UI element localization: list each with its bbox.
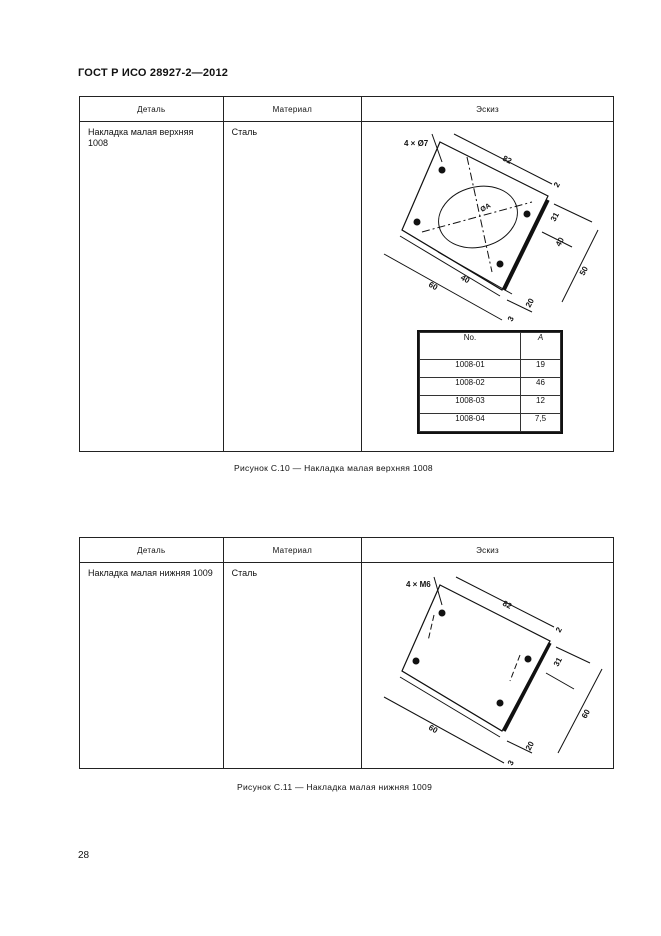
col-header-sketch: Эскиз bbox=[362, 97, 614, 122]
material-name: Сталь bbox=[231, 127, 258, 137]
dim-holes-label: 4 × Ø7 bbox=[404, 139, 429, 148]
variant-no: 1008-03 bbox=[420, 396, 521, 414]
drawing-1009 bbox=[362, 563, 614, 768]
table-row bbox=[420, 378, 561, 396]
col-header-material: Материал bbox=[223, 97, 362, 122]
variant-a: 19 bbox=[520, 360, 560, 378]
dim-2: 2 bbox=[552, 180, 563, 189]
variant-header-no: No. bbox=[420, 333, 521, 360]
material-name: Сталь bbox=[231, 568, 258, 578]
dim-60-bottom: 60 bbox=[427, 722, 440, 736]
variant-a: 46 bbox=[520, 378, 560, 396]
variant-a: 12 bbox=[520, 396, 560, 414]
table-row bbox=[420, 414, 561, 432]
dim-diam-a: ØA bbox=[479, 202, 493, 214]
figure-caption-1009: Рисунок С.11 — Накладка малая нижняя 1009 bbox=[237, 782, 433, 792]
dim-20: 20 bbox=[523, 739, 537, 752]
dim-31: 31 bbox=[548, 210, 562, 223]
variant-a: 7,5 bbox=[520, 414, 560, 432]
variant-header-a: A bbox=[520, 333, 560, 360]
dim-82: 82 bbox=[501, 598, 514, 611]
dim-3: 3 bbox=[505, 758, 516, 767]
detail-name: Накладка малая нижняя 1009 bbox=[88, 568, 213, 578]
variant-no: 1008-04 bbox=[420, 414, 521, 432]
col-header-detail: Деталь bbox=[80, 97, 224, 122]
document-header: ГОСТ Р ИСО 28927-2—2012 bbox=[78, 67, 229, 79]
dim-60: 60 bbox=[427, 279, 440, 293]
dim-50: 50 bbox=[577, 264, 591, 277]
dim-3: 3 bbox=[505, 314, 516, 323]
variant-no: 1008-02 bbox=[420, 378, 521, 396]
spec-table-1009 bbox=[79, 537, 614, 769]
sketch-1009 bbox=[362, 563, 613, 768]
drawing-1008 bbox=[362, 122, 614, 332]
dim-40-bottom: 40 bbox=[459, 272, 472, 286]
table-row bbox=[420, 360, 561, 378]
variant-no: 1008-01 bbox=[420, 360, 521, 378]
dim-31: 31 bbox=[551, 655, 565, 668]
figure-caption-1008: Рисунок С.10 — Накладка малая верхняя 1008 bbox=[234, 463, 433, 473]
dim-2: 2 bbox=[554, 625, 565, 634]
dim-holes-label: 4 × M6 bbox=[406, 580, 431, 589]
dim-20: 20 bbox=[523, 296, 537, 309]
col-header-sketch: Эскиз bbox=[362, 538, 614, 563]
table-row bbox=[420, 396, 561, 414]
dim-40-right: 40 bbox=[553, 235, 567, 248]
page-number: 28 bbox=[78, 850, 90, 861]
col-header-material: Материал bbox=[223, 538, 362, 563]
spec-table-1008 bbox=[79, 96, 614, 452]
detail-name: Накладка малая верхняя 1008 bbox=[88, 127, 194, 148]
col-header-detail: Деталь bbox=[80, 538, 224, 563]
sketch-1008 bbox=[362, 122, 613, 451]
dim-82: 82 bbox=[501, 153, 514, 166]
dim-60-right: 60 bbox=[579, 707, 593, 720]
variant-table bbox=[419, 332, 561, 432]
